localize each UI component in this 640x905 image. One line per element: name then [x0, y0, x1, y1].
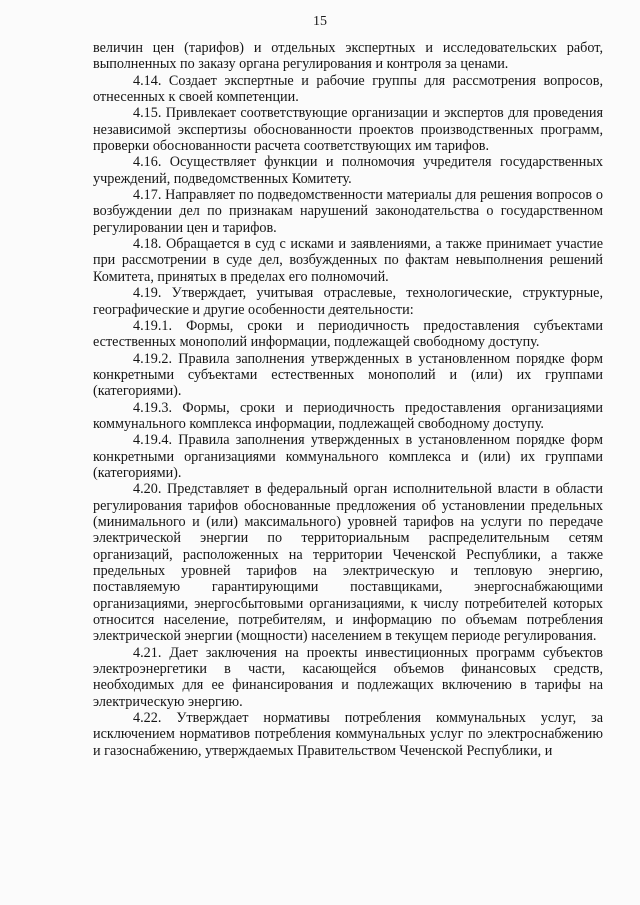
page-number: 15 [313, 14, 327, 29]
paragraph-4-16: 4.16. Осуществляет функции и полномочия учредителя государственных учреждений, подведомственных Комитету. [93, 154, 603, 187]
paragraph-4-15: 4.15. Привлекает соответствующие организации и экспертов для проведения независимой экспертизы обоснованности проектов производственных программ, проверки обоснованности расчета соответствующих им тарифов. [93, 105, 603, 155]
paragraph-4-22: 4.22. Утверждает нормативы потребления коммунальных услуг, за исключением нормативов потребления коммунальных услуг по электроснабжению и газоснабжению, утверждаемых Правительством Чеченской Республики, и [93, 710, 603, 759]
paragraph-4-19-2: 4.19.2. Правила заполнения утвержденных в установленном порядке форм конкретными субъектами естественных монополий и (или) их группами (категориями). [93, 350, 603, 400]
paragraph-4-21: 4.21. Дает заключения на проекты инвестиционных программ субъектов электроэнергетики в части, касающейся объемов финансовых средств, необходимых для ее финансирования и подлежащих включению в тарифы на электрическую энергию. [93, 644, 603, 710]
paragraph-4-19-3: 4.19.3. Формы, сроки и периодичность предоставления организациями коммунального комплекса информации, подлежащей свободному доступу. [93, 399, 603, 432]
paragraph-4-19-4: 4.19.4. Правила заполнения утвержденных в установленном порядке форм конкретными организациями коммунального комплекса и (или) их группами (категориями). [93, 432, 603, 481]
paragraph-4-18: 4.18. Обращается в суд с исками и заявлениями, а также принимает участие при рассмотрении в суде дел, возбужденных по фактам невыполнения решений Комитета, принятых в пределах его полномочий. [93, 236, 603, 285]
paragraph-continuation: величин цен (тарифов) и отдельных экспертных и исследовательских работ, выполненных по заказу органа регулирования и контроля за ценами. [93, 40, 603, 73]
document-body [93, 40, 603, 759]
paragraph-4-17: 4.17. Направляет по подведомственности материалы для решения вопросов о возбуждении дел по признакам нарушений законодательства о государственном регулировании цен и тарифов. [93, 187, 603, 236]
paragraph-4-19: 4.19. Утверждает, учитывая отраслевые, технологические, структурные, географические и другие особенности деятельности: [93, 285, 603, 318]
paragraph-4-20: 4.20. Представляет в федеральный орган исполнительной власти в области регулирования тарифов обоснованные предложения об установлении предельных (минимального и (или) максимального) уровней тарифов на услуги по передаче электрической энергии по территориальным распределительным сетям организаций, расположенных на территории Чеченской Республики, а также предельных уровней тарифов на электрическую и тепловую энергию, поставляемую гарантирующими поставщиками, энергоснабжающими организациями, энергосбытовыми организациями, к числу потребителей которых относится население, потребителям, и информацию по объемам потребления электрической энергии (мощности) населением в текущем периоде регулирования. [93, 481, 603, 645]
paragraph-4-19-1: 4.19.1. Формы, сроки и периодичность предоставления субъектами естественных монополий информации, подлежащей свободному доступу. [93, 317, 603, 351]
paragraph-4-14: 4.14. Создает экспертные и рабочие группы для рассмотрения вопросов, отнесенных к своей компетенции. [93, 72, 603, 106]
